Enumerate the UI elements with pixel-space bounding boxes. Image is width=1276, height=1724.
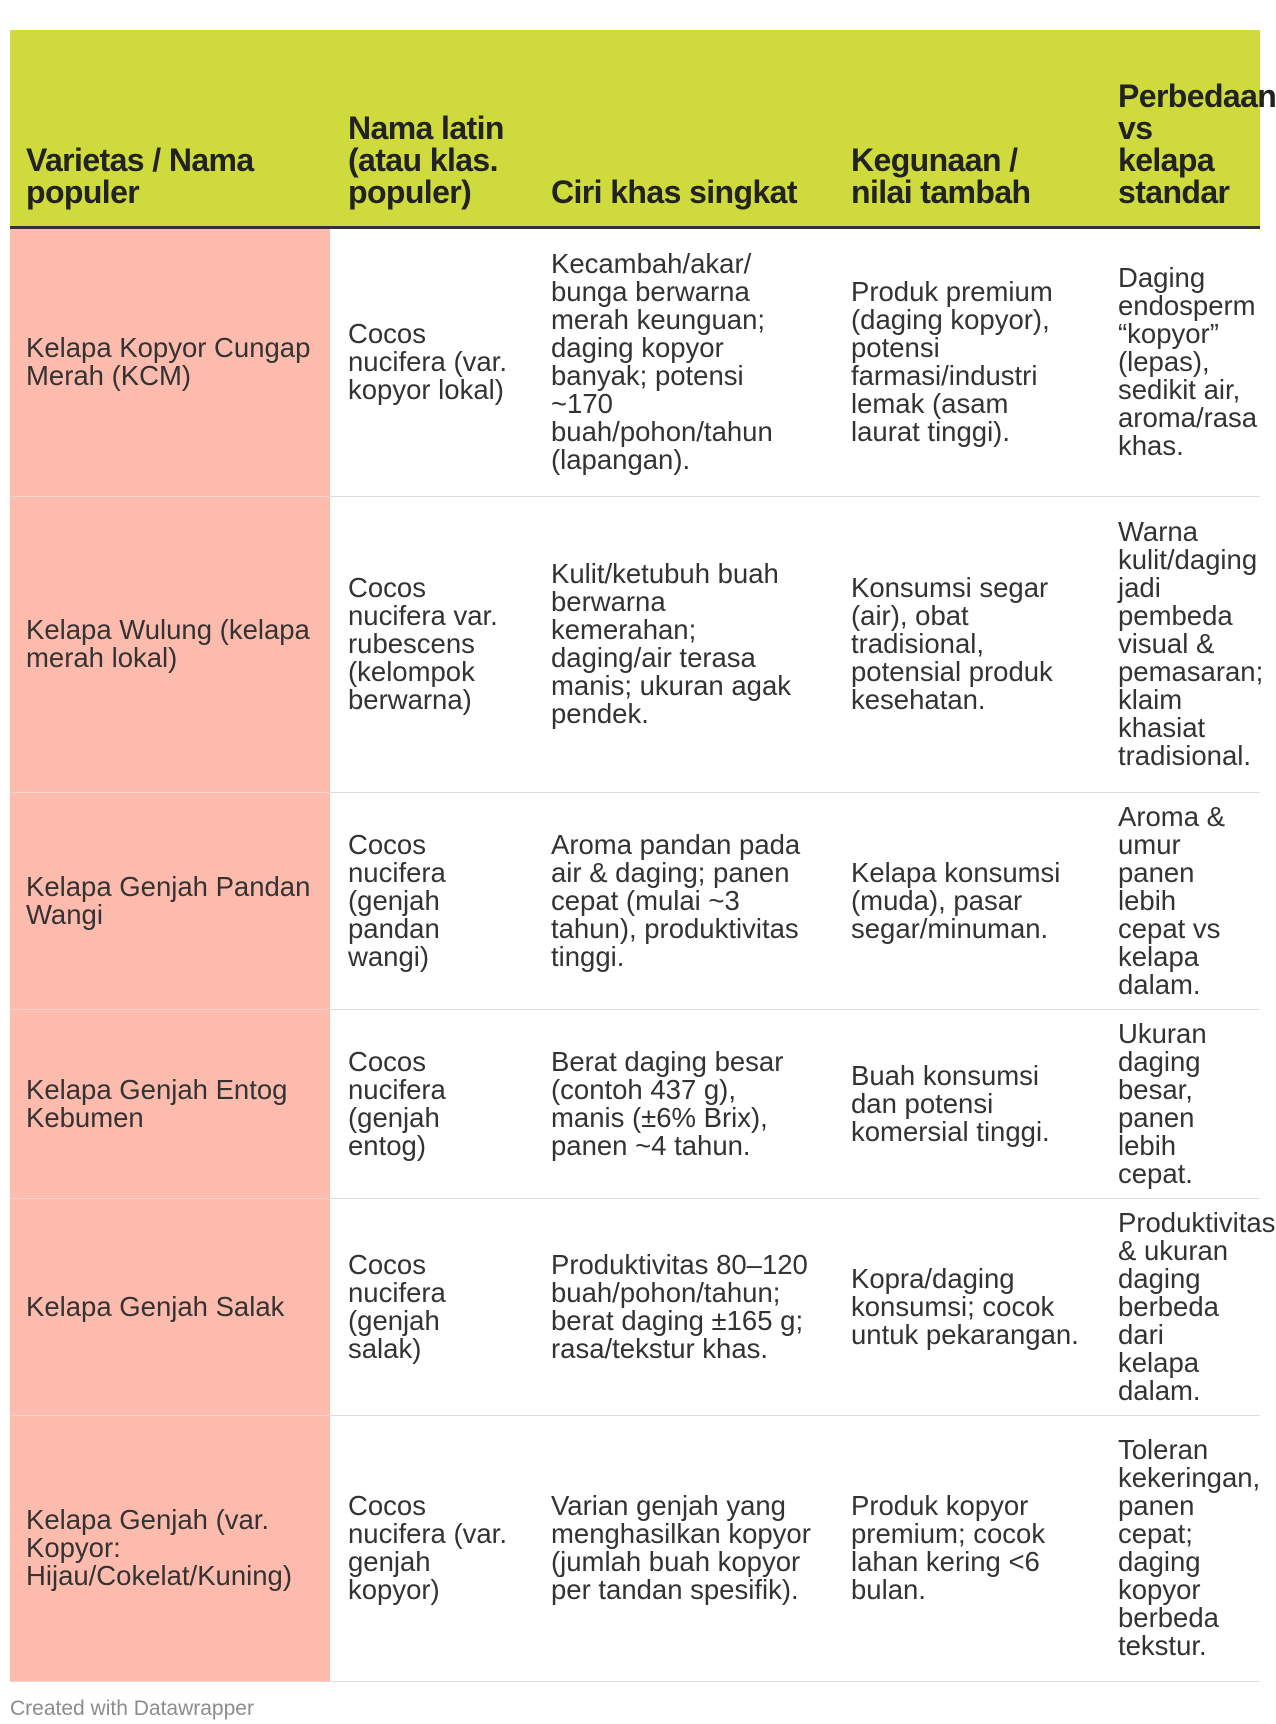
cell-perbedaan: Aroma & umur panen lebih cepat vs kelapa dalam. xyxy=(1092,792,1260,1009)
table-body xyxy=(10,227,1276,1681)
cell-ciri-khas: Varian genjah yang menghasilkan kopyor (jumlah buah kopyor per tandan spesifik). xyxy=(525,1415,825,1681)
table-row xyxy=(10,1415,1260,1681)
cell-perbedaan: Toleran kekeringan, panen cepat; daging kopyor berbeda tekstur. xyxy=(1092,1415,1260,1681)
table-row xyxy=(10,1198,1260,1415)
cell-ciri-khas: Kecambah/akar/ bunga berwarna merah keunguan; daging kopyor banyak; potensi ~170 buah/pohon/tahun (lapangan). xyxy=(525,227,825,496)
datawrapper-credit[interactable]: Created with Datawrapper xyxy=(10,1697,254,1720)
column-header-ciri-khas[interactable]: Ciri khas singkat xyxy=(525,30,825,227)
header-row xyxy=(10,30,1260,227)
column-header-perbedaan[interactable]: Perbedaan vs kelapa standar xyxy=(1092,30,1260,227)
cell-nama-latin: Cocos nucifera (genjah salak) xyxy=(330,1198,525,1415)
column-header-kegunaan[interactable]: Kegunaan / nilai tambah xyxy=(825,30,1092,227)
cell-perbedaan: Daging endosperm “kopyor” (lepas), sedikit air, aroma/rasa khas. xyxy=(1092,227,1260,496)
cell-kegunaan: Konsumsi segar (air), obat tradisional, potensial produk kesehatan. xyxy=(825,496,1092,792)
cell-nama-latin: Cocos nucifera (genjah pandan wangi) xyxy=(330,792,525,1009)
cell-ciri-khas: Produktivitas 80–120 buah/pohon/tahun; berat daging ±165 g; rasa/tekstur khas. xyxy=(525,1198,825,1415)
cell-kegunaan: Produk kopyor premium; cocok lahan kering <6 bulan. xyxy=(825,1415,1092,1681)
cell-nama-latin: Cocos nucifera var. rubescens (kelompok berwarna) xyxy=(330,496,525,792)
cell-varietas: Kelapa Kopyor Cungap Merah (KCM) xyxy=(10,227,330,496)
cell-ciri-khas: Berat daging besar (contoh 437 g), manis (±6% Brix), panen ~4 tahun. xyxy=(525,1009,825,1198)
table-row xyxy=(10,227,1260,496)
cell-ciri-khas: Aroma pandan pada air & daging; panen cepat (mulai ~3 tahun), produktivitas tinggi. xyxy=(525,792,825,1009)
cell-kegunaan: Kelapa konsumsi (muda), pasar segar/minuman. xyxy=(825,792,1092,1009)
table-header xyxy=(10,30,1276,227)
table-row xyxy=(10,1009,1260,1198)
table-row xyxy=(10,792,1260,1009)
cell-varietas: Kelapa Wulung (kelapa merah lokal) xyxy=(10,496,330,792)
column-header-nama-latin[interactable]: Nama latin (atau klas. populer) xyxy=(330,30,525,227)
cell-kegunaan: Kopra/daging konsumsi; cocok untuk pekarangan. xyxy=(825,1198,1092,1415)
cell-perbedaan: Warna kulit/daging jadi pembeda visual & pemasaran; klaim khasiat tradisional. xyxy=(1092,496,1260,792)
cell-kegunaan: Buah konsumsi dan potensi komersial tinggi. xyxy=(825,1009,1092,1198)
cell-nama-latin: Cocos nucifera (var. genjah kopyor) xyxy=(330,1415,525,1681)
cell-varietas: Kelapa Genjah Salak xyxy=(10,1198,330,1415)
cell-ciri-khas: Kulit/ketubuh buah berwarna kemerahan; daging/air terasa manis; ukuran agak pendek. xyxy=(525,496,825,792)
cell-nama-latin: Cocos nucifera (genjah entog) xyxy=(330,1009,525,1198)
cell-varietas: Kelapa Genjah (var. Kopyor: Hijau/Cokelat/Kuning) xyxy=(10,1415,330,1681)
column-header-varietas[interactable]: Varietas / Nama populer xyxy=(10,30,330,227)
varietas-table xyxy=(10,30,1276,1682)
cell-nama-latin: Cocos nucifera (var. kopyor lokal) xyxy=(330,227,525,496)
cell-perbedaan: Produktivitas & ukuran daging berbeda dari kelapa dalam. xyxy=(1092,1198,1260,1415)
data-table-container xyxy=(10,30,1276,1662)
cell-perbedaan: Ukuran daging besar, panen lebih cepat. xyxy=(1092,1009,1260,1198)
cell-varietas: Kelapa Genjah Pandan Wangi xyxy=(10,792,330,1009)
table-row xyxy=(10,496,1260,792)
cell-varietas: Kelapa Genjah Entog Kebumen xyxy=(10,1009,330,1198)
cell-kegunaan: Produk premium (daging kopyor), potensi farmasi/industri lemak (asam laurat tinggi). xyxy=(825,227,1092,496)
